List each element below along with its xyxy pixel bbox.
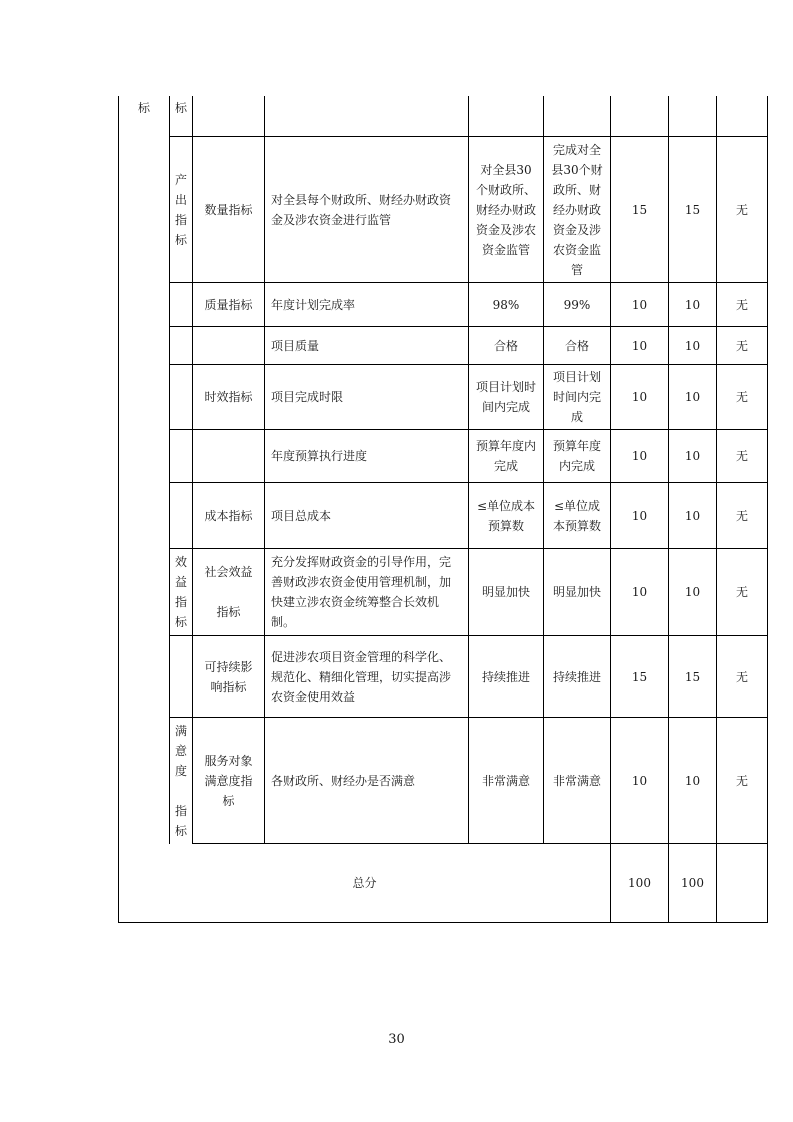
level3-cell: 数量指标 (204, 202, 253, 217)
actual-cell: 合格 (564, 338, 589, 353)
metric-cell: 项目质量 (271, 338, 320, 353)
level2-cell (170, 365, 192, 429)
weight-cell: 10 (631, 390, 648, 404)
metric-cell: 充分发挥财政资金的引导作用，完善财政涉农资金使用管理机制，加快建立涉农资金统筹整合长效机制。 (271, 555, 452, 629)
level2-cell: 产 出 指 标 (174, 172, 187, 247)
level3-cell (193, 96, 264, 136)
level2-cell: 效 益 指 标 (174, 555, 187, 629)
score-cell: 10 (684, 585, 701, 599)
score-cell (669, 96, 716, 136)
metric-cell: 年度计划完成率 (271, 297, 356, 312)
note-cell: 无 (735, 773, 748, 788)
weight-cell: 10 (631, 508, 648, 523)
total-note (717, 844, 767, 922)
level1-cell (119, 483, 169, 548)
level3-cell (193, 430, 264, 482)
level1-cell (119, 137, 169, 282)
score-cell: 10 (684, 449, 701, 463)
level1-cell (119, 430, 169, 482)
level3-cell: 服务对象 满意度指 标 (204, 753, 253, 808)
level2-cell (170, 483, 192, 548)
metric-cell: 项目总成本 (271, 508, 332, 523)
level3-cell: 质量指标 (204, 297, 253, 312)
actual-cell: 持续推进 (552, 669, 601, 684)
metric-cell: 年度预算执行进度 (271, 449, 368, 463)
actual-cell: 明显加快 (552, 585, 601, 599)
target-cell: 98% (492, 297, 520, 312)
note-cell: 无 (735, 508, 748, 523)
note-cell: 无 (735, 202, 748, 217)
note-cell: 无 (735, 390, 748, 404)
score-cell: 10 (684, 508, 701, 523)
level2-cell: 满 意 度 指 标 (174, 723, 187, 838)
level2-cell (170, 636, 192, 717)
level1-cell (119, 327, 169, 364)
actual-cell: 完成对全 县30个财 政所、财 经办财政 资金及涉 农资金监 管 (551, 142, 603, 277)
rule (118, 922, 768, 923)
total-score: 100 (681, 876, 704, 890)
level3-cell: 成本指标 (204, 508, 253, 523)
target-cell: 合格 (493, 338, 518, 353)
metric-cell: 对全县每个财政所、财经办财政资金及涉农资金进行监管 (271, 192, 452, 227)
metric-cell (265, 96, 468, 136)
actual-cell: 项目计划 时间内完 成 (552, 370, 601, 424)
actual-cell: 非常满意 (552, 773, 601, 788)
note-cell: 无 (735, 297, 748, 312)
rule (767, 96, 768, 923)
weight-cell: 10 (631, 449, 648, 463)
level1-cell (119, 365, 169, 429)
weight-cell (611, 96, 668, 136)
target-cell: 非常满意 (481, 773, 530, 788)
weight-cell: 10 (631, 338, 648, 353)
weight-cell: 15 (631, 669, 648, 684)
note-cell (717, 96, 767, 136)
weight-cell: 10 (631, 773, 648, 788)
metric-cell: 项目完成时限 (271, 390, 344, 404)
score-cell: 10 (684, 773, 701, 788)
note-cell: 无 (735, 338, 748, 353)
level3-cell (193, 327, 264, 364)
target-cell: 预算年度内 完成 (475, 439, 536, 473)
target-cell: 项目计划时 间内完成 (475, 380, 536, 414)
level1-cell: 标 (137, 101, 150, 115)
metric-cell: 各财政所、财经办是否满意 (271, 773, 416, 788)
level1-cell (119, 549, 169, 635)
actual-cell: 99% (563, 297, 591, 312)
actual-cell (544, 96, 610, 136)
level3-cell: 时效指标 (204, 390, 253, 404)
page-number: 30 (388, 1032, 405, 1047)
total-weight: 100 (628, 876, 651, 890)
note-cell: 无 (735, 585, 748, 599)
level2-cell (170, 430, 192, 482)
note-cell: 无 (735, 669, 748, 684)
weight-cell: 10 (631, 297, 648, 312)
level2-cell (170, 283, 192, 326)
level2-cell: 标 (174, 101, 187, 115)
weight-cell: 15 (631, 202, 648, 217)
note-cell: 无 (735, 449, 748, 463)
metric-cell: 促进涉农项目资金管理的科学化、规范化、精细化管理，切实提高涉农资金使用效益 (271, 649, 452, 704)
weight-cell: 10 (631, 585, 648, 599)
level2-cell (170, 327, 192, 364)
level1-cell (119, 718, 169, 843)
score-cell: 10 (684, 390, 701, 404)
level3-cell: 可持续影 响指标 (204, 659, 253, 694)
level3-cell: 社会效益 指标 (204, 565, 253, 619)
target-cell (469, 96, 543, 136)
score-cell: 10 (684, 338, 701, 353)
actual-cell: ≤单位成 本预算数 (552, 498, 601, 533)
score-cell: 15 (684, 669, 701, 684)
target-cell: 持续推进 (481, 669, 530, 684)
score-cell: 15 (684, 202, 701, 217)
score-cell: 10 (684, 297, 701, 312)
target-cell: 对全县30 个财政所、 财经办财政 资金及涉农 资金监管 (475, 162, 536, 257)
level1-cell (119, 283, 169, 326)
target-cell: ≤单位成本 预算数 (476, 498, 536, 533)
level1-cell (119, 636, 169, 717)
actual-cell: 预算年度 内完成 (552, 439, 601, 473)
total-label: 总分 (352, 876, 377, 890)
target-cell: 明显加快 (481, 585, 530, 599)
